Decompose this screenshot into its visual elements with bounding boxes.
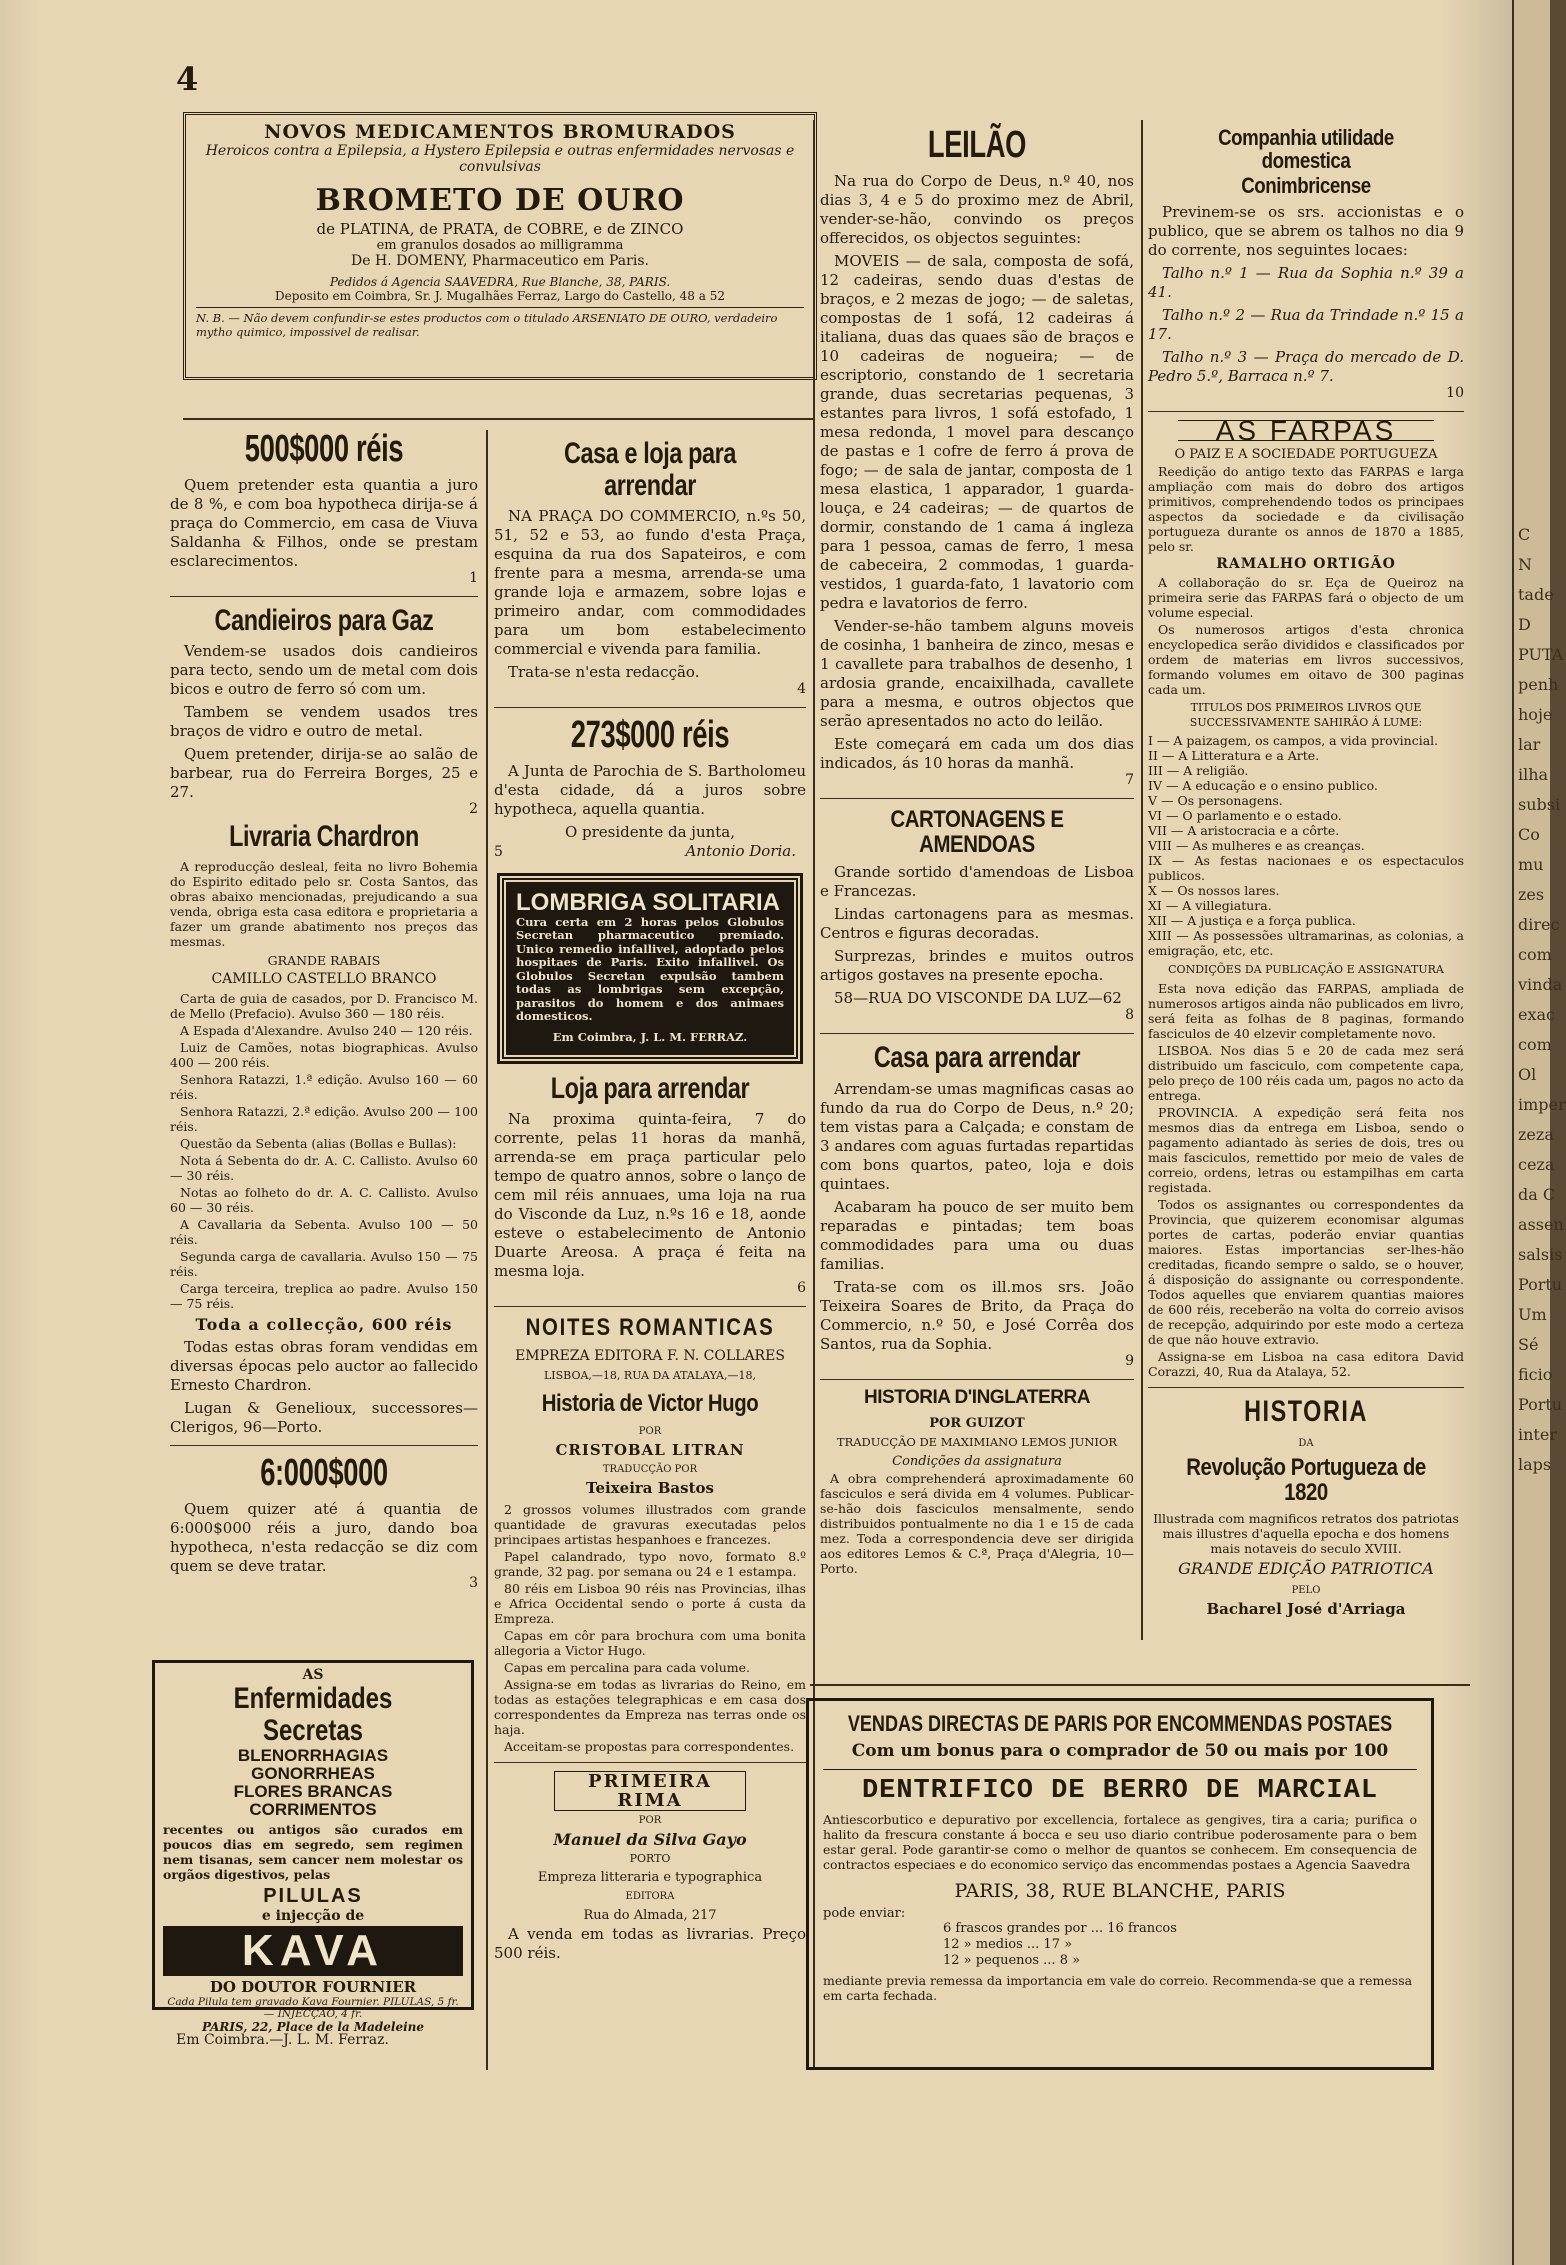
rima-sale: A venda em todas as livrarias. Preço 500 réis. xyxy=(494,1924,806,1962)
livraria-signature: Lugan & Genelioux, successores—Clerigos, 96—Porto. xyxy=(170,1398,478,1436)
adjacent-page-edge xyxy=(1512,0,1566,2265)
cartonagens-number: 8 xyxy=(1125,1007,1134,1024)
adjacent-page-fragment: subsi xyxy=(1518,795,1561,814)
farpas-list-item: XII — A justiça e a força publica. xyxy=(1148,913,1356,929)
livraria-item: A Espada d'Alexandre. Avulso 240 — 120 réis. xyxy=(180,1022,473,1038)
loan2-title: 6:000$000 xyxy=(260,1451,388,1494)
kava-as: AS xyxy=(302,1667,324,1683)
adjacent-page-fragment: D xyxy=(1518,615,1531,634)
juros-title: 273$000 réis xyxy=(570,714,730,756)
adjacent-page-fragment: Co xyxy=(1518,825,1540,844)
adjacent-page-fragment: Portu xyxy=(1518,1275,1563,1294)
juros-text: A Junta de Parochia de S. Bartholomeu d'esta cidade, dá a juros sobre hypotheca, aquella quantia. xyxy=(494,761,806,818)
loja-number: 4 xyxy=(797,681,806,697)
adjacent-page-fragment: hoje xyxy=(1518,705,1553,724)
farpas-list-item: IX — As festas nacionaes e os espectaculos publicos. xyxy=(1148,853,1464,884)
noites-text: Capas em percalina para cada volume. xyxy=(504,1659,750,1675)
livraria-item: Carga terceira, treplica ao padre. Avulso 150 — 75 réis. xyxy=(170,1280,478,1311)
noites-text: 2 grossos volumes illustrados com grande quantidade de gravuras executadas pelos principaes artistas hespanhoes e francezes. xyxy=(494,1501,806,1547)
kava-title: Enfermidades Secretas xyxy=(233,1682,393,1747)
noites-text: Acceitam-se propostas para correspondentes. xyxy=(504,1738,795,1754)
leilao-text-4: Este começará em cada um dos dias indicados, ás 10 horas da manhã. xyxy=(820,734,1134,772)
livraria-author: CAMILLO CASTELLO BRANCO xyxy=(211,970,437,987)
livraria-item: Nota á Sebenta do dr. A. C. Callisto. Avulso 60 — 30 réis. xyxy=(170,1152,478,1183)
historia-da: DA xyxy=(1298,1437,1314,1449)
companhia-talho-1: Talho n.º 1 — Rua da Sophia n.º 39 a 41. xyxy=(1148,264,1464,302)
leilao-text-1: Na rua do Corpo de Deus, n.º 40, nos dias 3, 4 e 5 do proximo mez de Abril, vender-se-hão, convindo os preços offerecidos, os objectos seguintes: xyxy=(820,171,1134,247)
loan-text: Quem pretender esta quantia a juro de 8 %, e com boa hypotheca dirija-se á praça do Commercio, em casa de Viuva Saldanha & Filhos, onde se prestam esclarecimentos. xyxy=(170,475,478,570)
bromide-heading: BROMETO DE OURO xyxy=(315,183,685,218)
loja2-text: Na proxima quinta-feira, 7 do corrente, pelas 11 horas da manhã, arrenda-se em praça particular pelo tempo de quatro annos, sobre o lanço de cem mil réis annuaes, uma loja na rua do Visconde da Luz, n.ºs 16 e 18, aonde esteve o estabelecimento de Antonio Duarte Areosa. A praça é feita na mesma loja. xyxy=(494,1110,806,1281)
vendas-top-rule xyxy=(810,1684,1470,1686)
livraria-total: Toda a collecção, 600 réis xyxy=(195,1314,453,1334)
candieiros-title: Candieiros para Gaz xyxy=(214,603,434,637)
bromide-title: NOVOS MEDICAMENTOS BROMURADOS xyxy=(264,121,736,143)
farpas-text: PROVINCIA. A expedição será feita nos mesmos dias da entrega em Lisboa, sendo o pagamento adiantado às series de dois, tres ou mais fasciculos, remettido por meio de vales de correio, ordens, letras ou estampilhas em carta registada. xyxy=(1148,1105,1464,1196)
adjacent-page-fragment: da C xyxy=(1518,1185,1556,1204)
farpas-subtitle: O PAIZ E A SOCIEDADE PORTUGUEZA xyxy=(1174,447,1438,463)
adjacent-page-fragment: N xyxy=(1518,555,1532,574)
historia-inglaterra-text: A obra comprehenderá aproximadamente 60 fasciculos e será divida em 4 volumes. Publicar-se-hão dois fasciculos mensalmente, sendo distribuidos pontualmente no dia 1 e 15 de cada mez. Toda a correspondencia deve ser dirigida aos editores Lemos & C.ª, Praça d'Alegria, 10—Porto. xyxy=(820,1470,1134,1576)
bromide-line2: em granulos dosados ao milligramma xyxy=(376,238,624,253)
candieiros-text-2: Tambem se vendem usados tres braços de vidro e outro de metal. xyxy=(170,703,478,741)
companhia-number: 10 xyxy=(1446,385,1464,402)
vendas-product: DENTRIFICO DE BERRO DE MARCIAL xyxy=(823,1769,1417,1806)
historia-inglaterra-trad: TRADUCÇÃO DE MAXIMIANO LEMOS JUNIOR xyxy=(836,1434,1118,1449)
leilao-text-3: Vender-se-hão tambem alguns moveis de cosinha, 1 banheira de zinco, mesas e 1 cavallete para trabalhos de desenho, 1 ardosia grande, encaixilhada, cavallete para a mesma, e outros objectos que serão apresentados no acto do leilão. xyxy=(820,616,1134,730)
farpas-list-item: III — A religião. xyxy=(1148,763,1249,779)
farpas-title: AS FARPAS xyxy=(1178,420,1434,441)
leilao-text-2: MOVEIS — de sala, composta de sofá, 12 cadeiras, sendo duas d'estas de braços, e 2 mezas de jogo; — de saletas, compostas de 1 sofá, 12 cadeiras á italiana, duas das quaes são de braços e 10 cadeiras de nogueira; — de escriptorio, constando de 1 secretaria grande, duas secretarias pequenas, 3 estantes para livros, 1 sofá estofado, 1 mesa redonda, 1 movel para descanço de pastas e 1 cofre de ferro á prova de fogo; — de sala de jantar, composta de 1 mesa elastica, 1 apparador, 1 guarda-louça, e 24 cadeiras; — de quartos de dormir, constando de 1 cama á ingleza para 1 pessoa, camas de ferro, 1 mesa de cabeceira, 2 commodas, 1 guarda-vestidos, 1 guarda-fato, 1 lavatorio com pedra e lavatorios de ferro. xyxy=(820,251,1134,612)
historia-edition: GRANDE EDIÇÃO PATRIOTICA xyxy=(1178,1559,1434,1579)
casa-number: 9 xyxy=(1125,1352,1134,1369)
historia-text: Illustrada com magnificos retratos dos patriotas mais illustres d'aquella epocha e dos homens mais notaveis do seculo XVIII. xyxy=(1153,1511,1459,1557)
farpas-text: Todos os assignantes ou correspondentes da Provincia, que quizerem economisar algumas portes de cartas, poderão enviar quantias maiores. Estas importancias ser-lhes-hão creditadas, ficando sempre o saldo, se o houver, á disposição do assignante ou correspondente. Todos aquelles que enviarem quantias maiores de 600 réis, receberão na volta do correio avisos de recepção, adquirindo por este modo a certeza de que não houve extravio. xyxy=(1148,1197,1464,1348)
kava-pilulas: PILULAS xyxy=(263,1885,363,1907)
farpas-list-item: VIII — As mulheres e as creanças. xyxy=(1148,838,1365,854)
companhia-title-2: Conimbricense xyxy=(1241,173,1371,199)
noites-text: Capas em côr para brochura com uma bonita allegoria a Victor Hugo. xyxy=(494,1627,806,1658)
historia-inglaterra-por: POR GUIZOT xyxy=(929,1415,1025,1431)
kava-injection: e injecção de xyxy=(261,1908,365,1924)
bromide-note: N. B. — Não devem confundir-se estes productos com o titulado ARSENIATO DE OURO, verdadeiro mytho quimico, impossivel de realisar. xyxy=(196,307,804,339)
adjacent-page-fragment: Ol xyxy=(1518,1065,1537,1084)
adjacent-page-fragment: penh xyxy=(1518,675,1559,694)
farpas-author: RAMALHO ORTIGÃO xyxy=(1216,556,1396,573)
companhia-text: Previnem-se os srs. accionistas e o publico, que se abrem os talhos no dia 9 do corrente, nos seguintes locaes: xyxy=(1148,203,1464,260)
loan2-number: 3 xyxy=(469,1574,478,1591)
historia-inglaterra-title: HISTORIA D'INGLATERRA xyxy=(864,1386,1090,1408)
livraria-item: Segunda carga de cavallaria. Avulso 150 — 75 réis. xyxy=(170,1248,478,1279)
column-rule-1 xyxy=(486,430,488,2070)
candieiros-text-1: Vendem-se usados dois candieiros para tecto, sendo um de metal com dois bicos e outro de ferro só com um. xyxy=(170,642,478,699)
historia-title: HISTORIA xyxy=(1244,1395,1368,1429)
adjacent-page-fragment: salsis xyxy=(1518,1245,1563,1264)
farpas-text: Esta nova edição das FARPAS, ampliada de numerosos artigos ainda não publicados em livro, será feita as folhas de 8 paginas, formando fasciculos de 40 elzevir completamente novo. xyxy=(1148,981,1464,1042)
livraria-item: Questão da Sebenta (alias (Bollas e Bullas): xyxy=(180,1135,457,1151)
adjacent-page-fragment: ceza xyxy=(1518,1155,1555,1174)
bromide-line1: de PLATINA, de PRATA, de COBRE, e de ZINCO xyxy=(316,220,684,238)
bromide-deposit: Deposito em Coimbra, Sr. J. Mugalhães Ferraz, Largo do Castello, 48 a 52 xyxy=(275,289,725,303)
noites-author: CRISTOBAL LITRAN xyxy=(555,1440,745,1459)
noites-text: Assigna-se em todas as livrarias do Reino, em todas as estações telegraphicas e em casa dos correspondentes da Empreza nas terras onde os haja. xyxy=(494,1676,806,1737)
loan-number: 1 xyxy=(469,569,478,586)
noites-por: POR xyxy=(638,1425,662,1437)
candieiros-number: 2 xyxy=(469,801,478,818)
kava-line2: GONORRHEAS xyxy=(251,1764,375,1783)
vendas-price-3: 12 » pequenos ... 8 » xyxy=(943,1953,1081,1968)
kava-line1: BLENORRHAGIAS xyxy=(237,1746,389,1765)
rima-editor: EDITORA xyxy=(625,1890,675,1902)
noites-text: Papel calandrado, typo novo, formato 8.º grande, 32 pag. por semana ou 24 e 1 estampa. xyxy=(494,1548,806,1579)
companhia-talho-3: Talho n.º 3 — Praça do mercado de D. Pedro 5.º, Barraca n.º 7. xyxy=(1148,348,1464,386)
noites-trad: TRADUCÇÃO POR xyxy=(602,1463,698,1475)
adjacent-page-fragment: Sé xyxy=(1518,1335,1539,1354)
adjacent-page-fragment: imper xyxy=(1518,1095,1566,1114)
farpas-list-item: XI — A villegiatura. xyxy=(1148,898,1272,914)
livraria-text: Todas estas obras foram vendidas em diversas épocas pelo auctor ao fallecido Ernesto Chardron. xyxy=(170,1337,478,1394)
livraria-item: Senhora Ratazzi, 2.ª edição. Avulso 200 — 100 réis. xyxy=(170,1103,478,1134)
livraria-item: Notas ao folheto do dr. A. C. Callisto. Avulso 60 — 30 réis. xyxy=(170,1184,478,1215)
historia-author: Bacharel José d'Arriaga xyxy=(1206,1600,1406,1619)
lombriga-address: Em Coimbra, J. L. M. FERRAZ. xyxy=(552,1029,748,1044)
lombriga-text: Cura certa em 2 horas pelos Globulos Secretan pharmaceutico premiado. Unico remedio infallivel, adoptado pelos hospitaes de Paris. Exito infallivel. Os Globulos Secretan expulsão tambem todas as lombrigas sem excepção, parasitos do homem e dos animaes domesticos. xyxy=(516,914,784,1024)
adjacent-page-fragment: ilha xyxy=(1518,765,1549,784)
kava-text: recentes ou antigos são curados em poucos dias em segredo, sem regimen nem tisanas, sem cancer nem molestar os orgãos digestivos, pelas xyxy=(163,1822,463,1882)
loja-text: NA PRAÇA DO COMMERCIO, n.ºs 50, 51, 52 e 53, ao fundo d'esta Praça, esquina da rua dos Sapateiros, e com frente para a mesma, arrenda-se uma grande loja e armazem, sobre lojas e primeiro andar, com commodidades para um bom estabelecimento commercial e vivenda para familia. xyxy=(494,507,806,658)
loja-contact: Trata-se n'esta redacção. xyxy=(508,663,700,681)
vendas-send: pode enviar: xyxy=(823,1906,906,1921)
livraria-item: Carta de guia de casados, por D. Francisco M. de Mello (Prefacio). Avulso 360 — 180 réis. xyxy=(170,990,478,1021)
cartonagens-text-2: Lindas cartonagens para as mesmas. Centros e figuras decoradas. xyxy=(820,905,1134,943)
kava-line4: CORRIMENTOS xyxy=(249,1800,377,1819)
bromide-ad xyxy=(183,112,817,380)
casa-text-3: Trata-se com os ill.mos srs. João Teixeira Soares de Brito, da Praça do Commercio, n.º 50, e José Corrêa dos Santos, rua da Sophia. xyxy=(820,1277,1134,1353)
rima-por: POR xyxy=(638,1814,662,1826)
column-2 xyxy=(494,436,806,1967)
companhia-talho-2: Talho n.º 2 — Rua da Trindade n.º 15 a 17. xyxy=(1148,306,1464,344)
adjacent-page-fragment: exac xyxy=(1518,1005,1555,1024)
adjacent-page-fragment: C xyxy=(1518,525,1531,544)
farpas-text: Os numerosos artigos d'esta chronica encyclopedica serão divididos e classificados por ordem de materias em livros successivos, formando volumes em oitavo de 300 paginas cada um. xyxy=(1148,622,1464,698)
loan-title: 500$000 réis xyxy=(244,428,404,470)
kava-small: Cada Pilula tem gravado Kava Fournier. PILULAS, 5 fr. — INJECÇÃO, 4 fr. xyxy=(167,1996,459,2020)
livraria-item: Senhora Ratazzi, 1.ª edição. Avulso 160 — 60 réis. xyxy=(170,1071,478,1102)
casa-text-1: Arrendam-se umas magnificas casas ao fundo da rua do Corpo de Deus, n.º 20; tem vistas para a Calçada; e constam de 3 andares com aguas furtadas repartidas com bons quartos, pateo, loja e dois quintaes. xyxy=(820,1079,1134,1193)
adjacent-page-fragment: Um xyxy=(1518,1305,1547,1324)
adjacent-page-fragment: com xyxy=(1518,945,1552,964)
noites-translator: Teixeira Bastos xyxy=(586,1478,714,1497)
juros-number: 5 xyxy=(494,843,503,860)
rima-address: Rua do Almada, 217 xyxy=(583,1907,717,1923)
lombriga-ad xyxy=(500,876,800,1061)
loja2-title: Loja para arrendar xyxy=(550,1071,750,1105)
casa-title: Casa para arrendar xyxy=(873,1041,1081,1075)
cartonagens-text-3: Surprezas, brindes e muitos outros artigos gostaves na presente epocha. xyxy=(820,947,1134,985)
kava-doctor: DO DOUTOR FOURNIER xyxy=(209,1978,417,1996)
column-4 xyxy=(1148,124,1464,1619)
noites-text: 80 réis em Lisboa 90 réis nas Provincias, ilhas e Africa Occidental sendo o porte á custa da Empreza. xyxy=(494,1580,806,1626)
rima-city: PORTO xyxy=(629,1851,671,1865)
historia-pelo: PELO xyxy=(1291,1585,1321,1597)
vendas-price-1: 6 frascos grandes por ... 16 francos xyxy=(943,1921,1177,1936)
page-number: 4 xyxy=(176,60,199,98)
noites-title: NOITES ROMANTICAS xyxy=(525,1314,775,1342)
adjacent-page-fragment: ficio xyxy=(1518,1365,1553,1384)
lombriga-title: LOMBRIGA SOLITARIA xyxy=(516,888,780,916)
vendas-title: VENDAS DIRECTAS DE PARIS POR ENCOMMENDAS POSTAES xyxy=(847,1711,1393,1736)
farpas-text: A collaboração do sr. Eça de Queiroz na primeira serie das FARPAS fará o objecto de um volume especial. xyxy=(1148,575,1464,621)
bromide-orders: Pedidos á Agencia SAAVEDRA, Rue Blanche, 38, PARIS. xyxy=(329,275,671,289)
farpas-list-item: I — A paizagem, os campos, a vida provincial. xyxy=(1148,733,1439,749)
casa-text-2: Acabaram ha pouco de ser muito bem reparadas e pintadas; tem boas commodidades para uma ou duas familias. xyxy=(820,1197,1134,1273)
livraria-item: A Cavallaria da Sebenta. Avulso 100 — 50 réis. xyxy=(170,1216,478,1247)
adjacent-page-fragment: tade xyxy=(1518,585,1554,604)
kava-ad xyxy=(152,1660,474,2034)
printer-footer: Em Coimbra.—J. L. M. Ferraz. xyxy=(176,2032,389,2048)
leilao-title: LEILÃO xyxy=(927,124,1027,166)
farpas-titles: TITULOS DOS PRIMEIROS LIVROS QUE SUCCESSIVAMENTE SAHIRÃO Á LUME: xyxy=(1189,701,1423,730)
historia-title-2: Revolução Portugueza de 1820 xyxy=(1186,1453,1426,1506)
adjacent-page-fragment: com xyxy=(1518,1035,1552,1054)
bromide-subtitle: Heroicos contra a Epilepsia, a Hystero Epilepsia e outras enfermidades nervosas e convulsivas xyxy=(205,143,795,175)
column-rule-3 xyxy=(1141,120,1143,1640)
farpas-list-item: VI — O parlamento e o estado. xyxy=(1148,808,1342,824)
loja-title: Casa e loja para arrendar xyxy=(564,437,736,502)
farpas-text: LISBOA. Nos dias 5 e 20 de cada mez será distribuido um fasciculo, com competente capa, pelo preço de 100 réis cada um, pagos no acto da entrega. xyxy=(1148,1043,1464,1104)
juros-sig2: Antonio Doria. xyxy=(685,841,796,860)
livraria-subtitle: GRANDE RABAIS xyxy=(267,952,381,968)
leilao-number: 7 xyxy=(1125,771,1134,788)
adjacent-page-fragment: direc xyxy=(1518,915,1560,934)
loja2-number: 6 xyxy=(797,1280,806,1297)
vendas-description: Antiescorbutico e depurativo por excellencia, fortalece as gengives, tira a caria; purifica o halito da frescura constante á bocca e seu uso diario contribue poderosamente para o bem estar geral. Pode garantir-se como o melhor de quantos se conhecem. Em consequencia de contractos especiaes e do economico serviço das encommendas postaes a Agencia Saavedra xyxy=(823,1812,1417,1872)
adjacent-page-fragment: laps xyxy=(1518,1455,1552,1474)
farpas-list-item: II — A Litteratura e a Arte. xyxy=(1148,748,1320,764)
adjacent-page-fragment: vinda xyxy=(1518,975,1563,994)
vendas-ad xyxy=(806,1698,1434,2070)
noites-address: LISBOA,—18, RUA DA ATALAYA,—18, xyxy=(543,1368,756,1382)
adjacent-page-fragment: zes xyxy=(1518,885,1545,904)
column-1 xyxy=(170,428,478,1593)
noites-book: Historia de Victor Hugo xyxy=(541,1389,759,1417)
loan2-text: Quem quizer até á quantia de 6:000$000 réis a juro, dando boa hypotheca, n'esta redacção se diz com quem se deve tratar. xyxy=(170,1499,478,1575)
candieiros-text-3: Quem pretender, dirija-se ao salão de barbear, rua do Ferreira Borges, 25 e 27. xyxy=(170,745,478,802)
rima-publisher: Empreza litteraria e typographica xyxy=(537,1869,763,1885)
livraria-item: Luiz de Camões, notas biographicas. Avulso 400 — 200 réis. xyxy=(170,1039,478,1070)
companhia-title-1: Companhia utilidade domestica xyxy=(1218,125,1394,174)
farpas-conditions: CONDIÇÕES DA PUBLICAÇÃO E ASSIGNATURA xyxy=(1168,963,1444,977)
farpas-text: Assigna-se em Lisboa na casa editora David Corazzi, 40, Rua da Atalaya, 52. xyxy=(1148,1349,1464,1380)
adjacent-page-fragment: zeza xyxy=(1518,1125,1554,1144)
kava-name: KAVA xyxy=(163,1926,463,1976)
cartonagens-text-4: 58—RUA DO VISCONDE DA LUZ—62 xyxy=(834,989,1122,1008)
juros-sig1: O presidente da junta, xyxy=(564,822,736,841)
adjacent-page-fragment: mu xyxy=(1518,855,1544,874)
adjacent-page-fragment: inter xyxy=(1518,1425,1557,1444)
rima-author: Manuel da Silva Gayo xyxy=(553,1829,747,1849)
farpas-text: Reedição do antigo texto das FARPAS e larga ampliação com mais do dobro dos artigos primitivos, comprehendendo todos os principaes aspectos da sociedade e da civilisação portugueza durante os annos de 1870 a 1885, pelo sr. xyxy=(1148,464,1464,555)
cartonagens-text-1: Grande sortido d'amendoas de Lisboa e Francezas. xyxy=(820,863,1134,901)
historia-inglaterra-cond: Condições da assignatura xyxy=(892,1453,1062,1469)
farpas-list-item: IV — A educação e o ensino publico. xyxy=(1148,778,1378,794)
column-3 xyxy=(820,124,1134,1578)
farpas-list-item: V — Os personagens. xyxy=(1148,793,1283,809)
farpas-list-item: VII — A aristocracia e a côrte. xyxy=(1148,823,1340,839)
bromide-line3: De H. DOMENY, Pharmaceutico em Paris. xyxy=(351,253,649,269)
cartonagens-title: CARTONAGENS E AMENDOAS xyxy=(890,805,1064,859)
vendas-footer: mediante previa remessa da importancia em vale do correio. Recommenda-se que a remessa em carta fechada. xyxy=(823,1973,1413,2003)
kava-address: PARIS, 22, Place de la Madeleine xyxy=(201,2020,425,2034)
vendas-subtitle: Com um bonus para o comprador de 50 ou mais por 100 xyxy=(851,1741,1389,1761)
top-rule xyxy=(183,418,813,420)
farpas-list-item: XIII — As possessões ultramarinas, as colonias, a emigração, etc, etc. xyxy=(1148,928,1464,959)
noites-publisher: EMPREZA EDITORA F. N. COLLARES xyxy=(515,1347,785,1364)
vendas-price-2: 12 » medios ... 17 » xyxy=(943,1937,1073,1952)
adjacent-page-fragment: PUTA xyxy=(1518,645,1564,664)
kava-line3: FLORES BRANCAS xyxy=(233,1782,393,1801)
farpas-list-item: X — Os nossos lares. xyxy=(1148,883,1280,899)
adjacent-page-fragment: lar xyxy=(1518,735,1541,754)
livraria-title: Livraria Chardron xyxy=(229,820,419,854)
adjacent-page-fragment: assen xyxy=(1518,1215,1564,1234)
rima-title: PRIMEIRA RIMA xyxy=(554,1771,746,1811)
vendas-address: PARIS, 38, RUE BLANCHE, PARIS xyxy=(954,1880,1286,1902)
adjacent-page-fragment: Portu xyxy=(1518,1395,1563,1414)
livraria-intro: A reproducção desleal, feita no livro Bohemia do Espirito editado pelo sr. Costa Santos, das obras abaixo mencionadas, prejudicando a sua venda, obriga esta casa editora e proprietaria a fazer um grande abatimento nos preços das mesmas. xyxy=(170,858,478,949)
